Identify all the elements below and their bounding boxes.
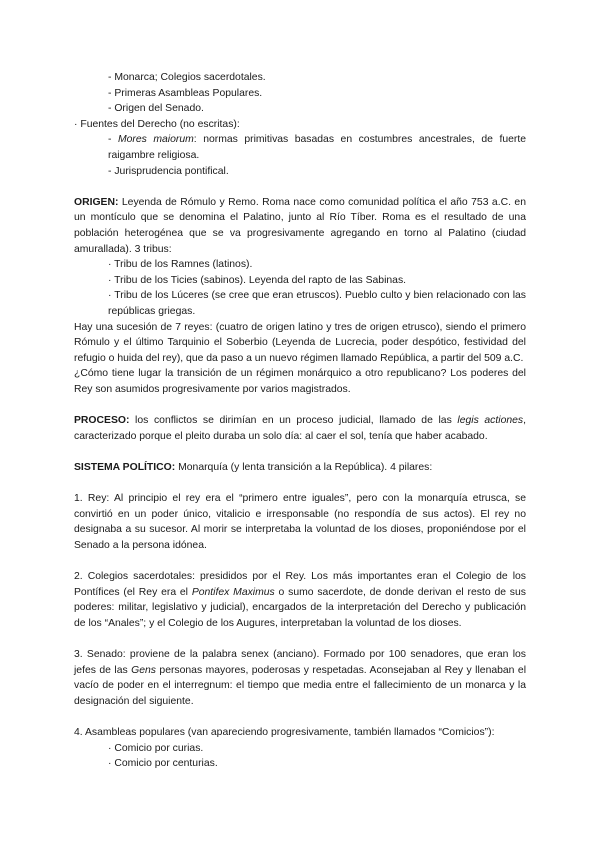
proceso-term: legis actiones [457, 415, 524, 427]
tribu-item: · Tribu de los Ramnes (latinos). [108, 259, 253, 271]
mores-text: : normas primitivas basadas en costumbres ancestrales, de fuerte raigambre religiosa. [108, 134, 527, 161]
list-item: - Primeras Asambleas Populares. [108, 87, 263, 99]
pilar2-text-b: o sumo sacerdote, de donde derivan el resto de sus poderes: militar, legislativo y judicial), encargados de la interpretación del Derecho y publicación de los “Anales”; y el Colegio de los Augures, interpretaban la voluntad de los dioses. [74, 586, 526, 629]
mores-item [74, 132, 526, 163]
pilar-rey-paragraph: 1. Rey: Al principio el rey era el “primero entre iguales”, pero con la monarquía etrusca, se convirtió en un poder único, vitalicio e irresponsable (no respondía de sus actos). El rey no designaba a su sucesor. Al morir se interpretaba la voluntad de los dioses, proponiéndose por el Senado a la persona idónea. [74, 493, 526, 551]
comicio-item: · Comicio por centurias. [108, 758, 218, 770]
origen-label: ORIGEN: [74, 196, 119, 208]
pilar2-term: Pontifex Maximus [191, 586, 275, 598]
origen-text: Leyenda de Rómulo y Remo. Roma nace como comunidad política el año 753 a.C. en un montículo que se denomina el Palatino, junto al Río Tíber. Roma es el resultado de una población heterogénea que se va progresivamente agregando en torno al Palatino (ciudad amurallada). 3 tribus: [74, 196, 526, 255]
pilar-colegios-paragraph [74, 569, 526, 631]
document-page [74, 70, 526, 772]
fuentes-heading: · Fuentes del Derecho (no escritas): [74, 118, 240, 130]
proceso-text-a: los conflictos se dirimían en un proceso judicial, llamado de las [129, 415, 458, 427]
proceso-paragraph [74, 413, 526, 444]
tribu-item: · Tribu de los Lúceres (se cree que eran etruscos). Pueblo culto y bien relacionado con las repúblicas griegas. [108, 290, 526, 317]
pilar-asambleas-paragraph: 4. Asambleas populares (van apareciendo progresivamente, también llamados “Comicios”): [74, 726, 495, 738]
origen-paragraph [74, 195, 526, 257]
list-item: - Origen del Senado. [108, 103, 204, 115]
tribu-item: · Tribu de los Ticies (sabinos). Leyenda del rapto de las Sabinas. [108, 274, 407, 286]
pilar2-text-a: 2. Colegios sacerdotales: presididos por el Rey. Los más importantes eran el Colegio de los Pontífices (el Rey era el [74, 571, 526, 598]
comicio-item: · Comicio por curias. [108, 742, 204, 754]
pilar-senado-paragraph [74, 647, 526, 709]
sistema-text: Monarquía (y lenta transición a la República). 4 pilares: [175, 461, 433, 473]
pilar3-text-a: 3. Senado: proviene de la palabra senex (anciano). Formado por 100 senadores, que eran los jefes de las [74, 648, 526, 676]
mores-term: Mores maiorum [117, 134, 194, 146]
list-item: - Monarca; Colegios sacerdotales. [108, 72, 266, 83]
proceso-text-b: , caracterizado porque el pleito duraba un solo día: al caer el sol, tenía que haber acabado. [74, 415, 526, 442]
sistema-paragraph [74, 460, 526, 476]
pregunta-paragraph: ¿Cómo tiene lugar la transición de un régimen monárquico a otro republicano? Los poderes del Rey son asumidos progresivamente por varios magistrados. [74, 368, 526, 395]
pilar3-term: Gens [131, 664, 156, 676]
proceso-label: PROCESO: [74, 415, 130, 427]
sistema-label: SISTEMA POLÍTICO: [74, 461, 176, 473]
reyes-paragraph: Hay una sucesión de 7 reyes: (cuatro de origen latino y tres de origen etrusco), siendo el primero Rómulo y el último Tarquinio el Soberbio (Leyenda de Lucrecia, poder despótico, festividad del refugio o huida del rey), que da paso a un nuevo régimen llamado República, a partir del 509 a.C. [74, 321, 526, 364]
mores-prefix: - [108, 134, 118, 146]
jurisprudencia-item: - Jurisprudencia pontifical. [108, 165, 229, 177]
pilar3-text-b: personas mayores, poderosas y respetadas. Aconsejaban al Rey y llenaban el vacío de poder en el interregnum: el tiempo que media entre el fallecimiento de un monarca y la designación del siguiente. [74, 664, 526, 707]
